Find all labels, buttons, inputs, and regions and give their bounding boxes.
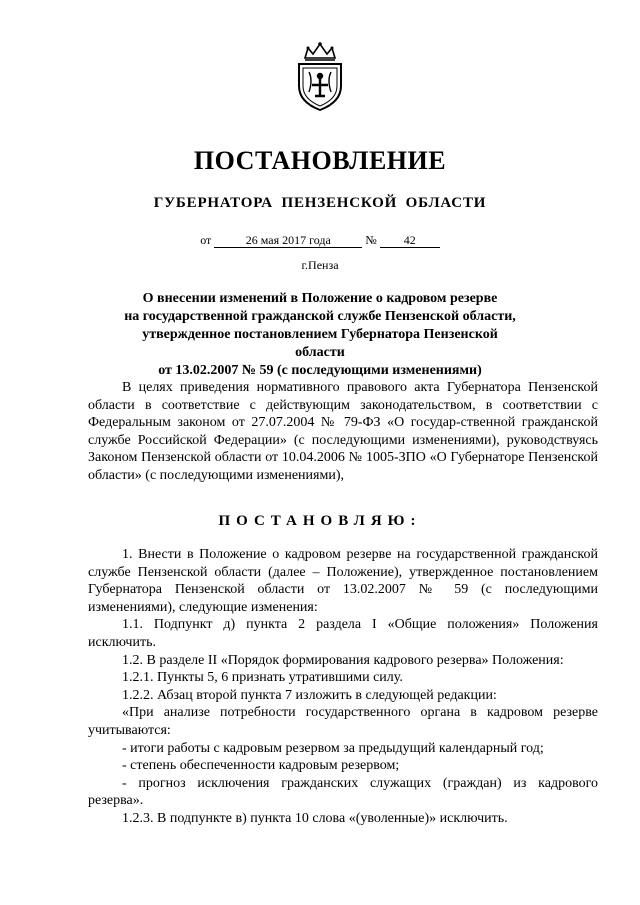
decree-items (88, 546, 598, 828)
preamble (88, 379, 598, 485)
issuer-subtitle: ГУБЕРНАТОРА ПЕНЗЕНСКОЙ ОБЛАСТИ (153, 195, 487, 211)
coat-of-arms-icon (291, 40, 349, 112)
decree-item: 1.1. Подпункт д) пункта 2 раздела I «Общие положения» Положения исключить. (88, 617, 598, 650)
city-label: г.Пенза (301, 258, 339, 272)
preamble-paragraph: В целях приведения нормативного правового акта Губернатора Пензенской области в соответствие с действующим законодательством, в соответствии с Федеральным законом от 27.07.2004 № 79-ФЗ «О государ-ственной гражданской службе Российской Федерации» (с последующими изменениями), руководствуясь Законом Пензенской области от 10.04.2006 № 1005-ЗПО «О Губернаторе Пензенской области» (с последующими изменениями), (88, 380, 598, 483)
decree-item: «При анализе потребности государственного органа в кадровом резерве учитываются: (88, 705, 598, 738)
number-value: 42 (380, 233, 440, 248)
number-sign: № (365, 233, 377, 247)
date-number-line (0, 232, 640, 248)
heading-line: от 13.02.2007 № 59 (с последующими изменениями) (158, 363, 482, 378)
decree-item: 1.2.3. В подпункте в) пункта 10 слова «(уволенные)» исключить. (122, 810, 508, 826)
heading-line: О внесении изменений в Положение о кадровом резерве (142, 291, 498, 306)
decree-item: 1.2. В разделе II «Порядок формирования кадрового резерва» Положения: (122, 652, 564, 668)
decree-item: 1.2.2. Абзац второй пункта 7 изложить в следующей редакции: (122, 687, 497, 703)
decree-item: - итоги работы с кадровым резервом за предыдущий календарный год; (122, 740, 544, 756)
document-title: ПОСТАНОВЛЕНИЕ (193, 146, 447, 175)
decree-word: ПОСТАНОВЛЯЮ: (218, 513, 422, 529)
decree-item: 1. Внести в Положение о кадровом резерве на государственной гражданской службе Пензенской области (далее – Положение), утвержденное постановлением Губернатора Пензенской области от 13.02.2007 № 59 (с последующими изменениями), следующие изменения: (88, 547, 598, 615)
document-heading (120, 290, 520, 380)
heading-line: на государственной гражданской службе Пензенской области, (124, 309, 516, 324)
heading-line: утвержденное постановлением Губернатора Пензенской области (142, 327, 498, 360)
date-value: 26 мая 2017 года (214, 233, 362, 248)
decree-item: - степень обеспеченности кадровым резервом; (122, 758, 400, 774)
date-prefix: от (200, 233, 212, 247)
decree-item: 1.2.1. Пункты 5, 6 признать утратившими силу. (122, 670, 403, 686)
decree-item: - прогноз исключения гражданских служащих (граждан) из кадрового резерва». (88, 775, 598, 809)
